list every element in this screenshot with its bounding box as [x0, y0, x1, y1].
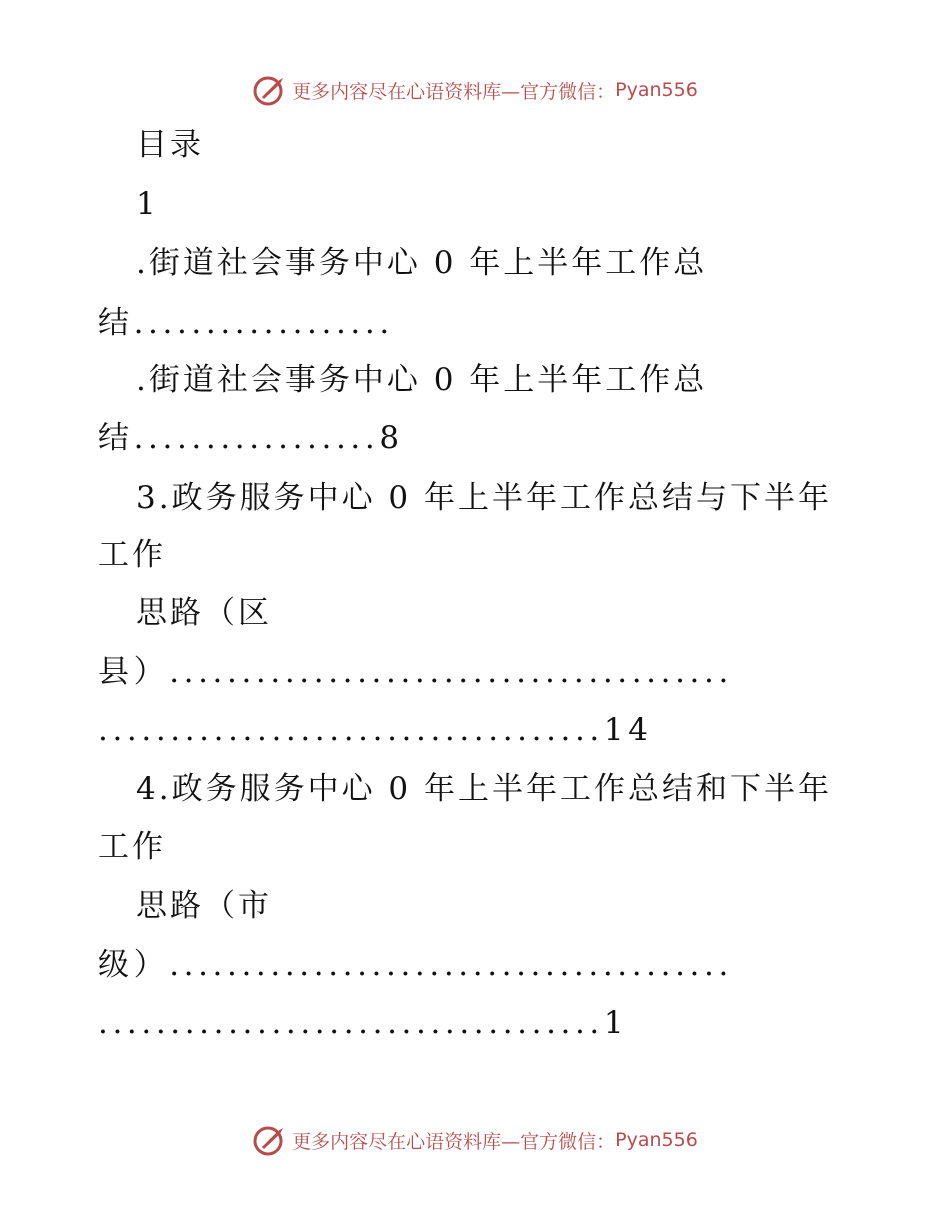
toc-line: 结.................8 [98, 420, 404, 456]
toc-line: 思路（市 [136, 888, 272, 924]
toc-line: 4.政务服务中心 0 年上半年工作总结和下半年 [136, 771, 833, 807]
toc-line: .街道社会事务中心 0 年上半年工作总 [136, 362, 708, 398]
toc-line: 结.................. [98, 305, 394, 341]
header-text: 更多内容尽在心语资料库—官方微信： [292, 80, 616, 103]
toc-line: 县）....................................... [98, 654, 733, 690]
toc-line: 3.政务服务中心 0 年上半年工作总结与下半年 [136, 480, 833, 516]
header-watermark [0, 70, 950, 110]
toc-line: ...................................1 [98, 1005, 629, 1041]
toc-line: ...................................14 [98, 712, 653, 748]
toc-line: 思路（区 [136, 595, 272, 631]
toc-line: 工作 [98, 829, 166, 865]
toc-line: .街道社会事务中心 0 年上半年工作总 [136, 245, 708, 281]
toc-line: 级）....................................... [98, 947, 733, 983]
pen-logo-icon [252, 73, 288, 107]
toc-title: 目录 [136, 127, 204, 163]
footer-text: 更多内容尽在心语资料库—官方微信： [292, 1130, 616, 1153]
pen-logo-icon [252, 1123, 288, 1157]
toc-line: 工作 [98, 537, 166, 573]
footer-wechat-id: Pyan556 [615, 1129, 698, 1151]
toc-line: 1 [136, 186, 159, 222]
footer-watermark [0, 1120, 950, 1160]
header-wechat-id: Pyan556 [615, 79, 698, 101]
